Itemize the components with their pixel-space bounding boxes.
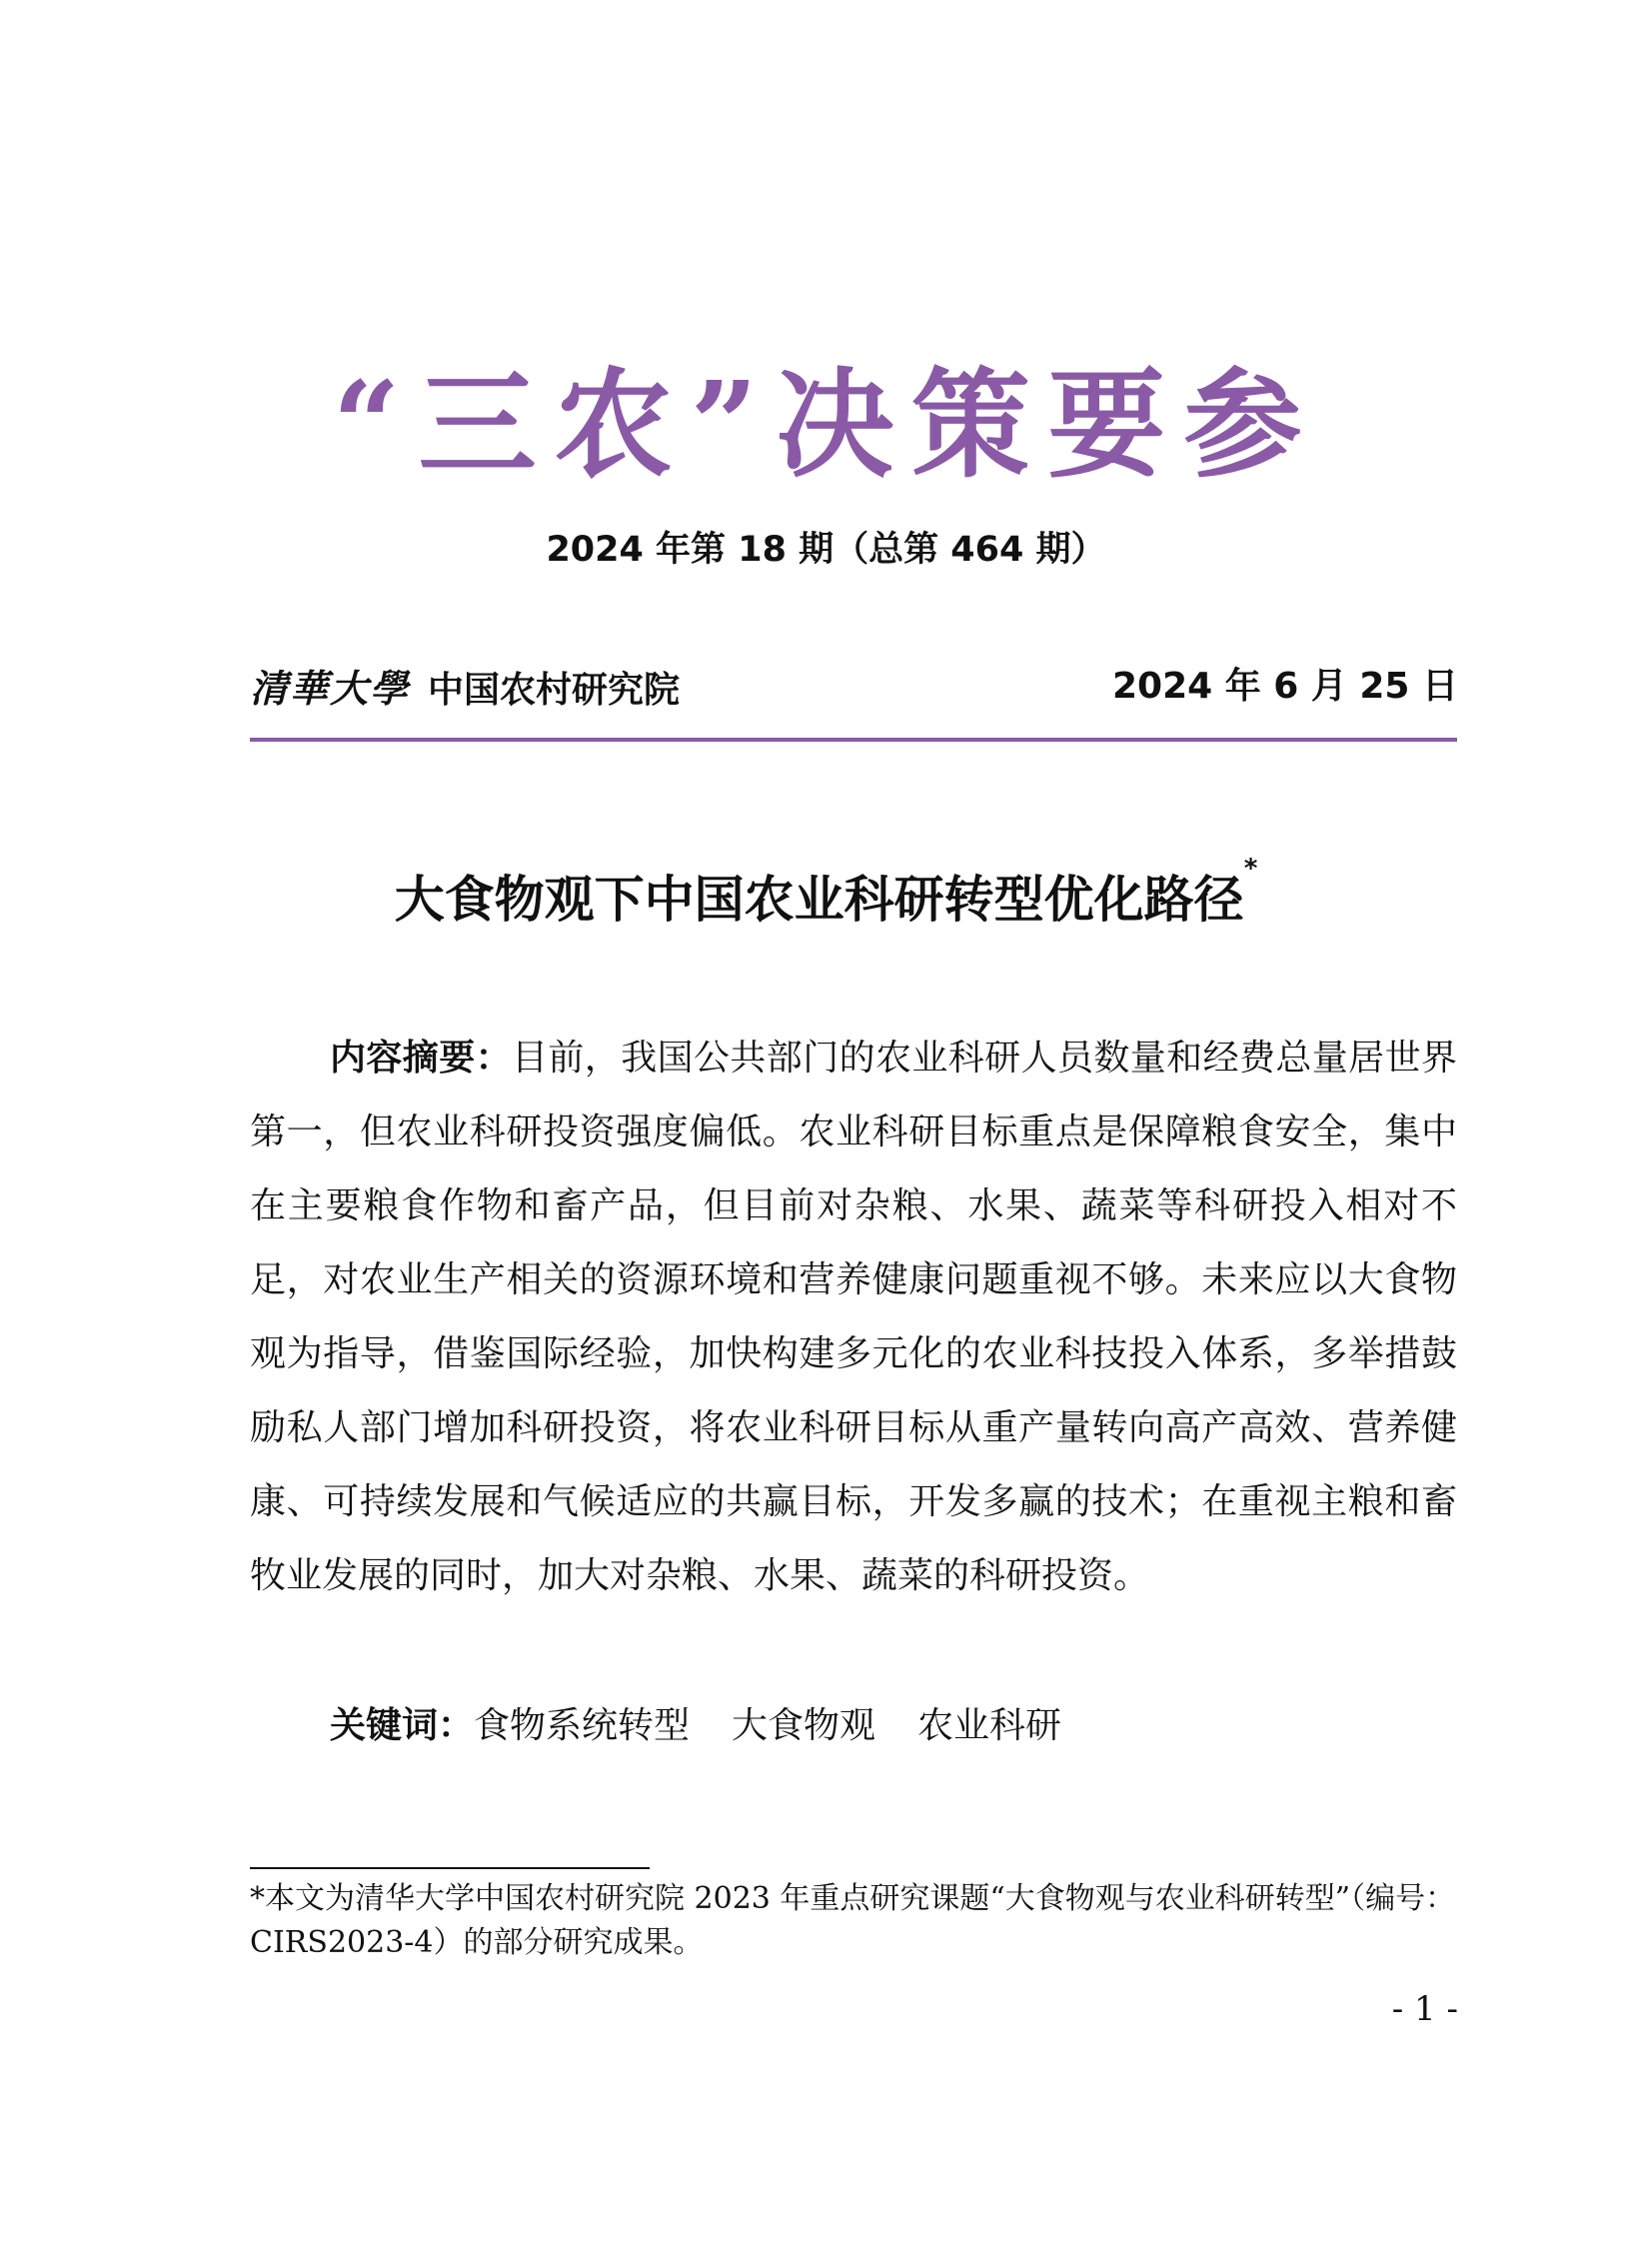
abstract-text: 目前，我国公共部门的农业科研人员数量和经费总量居世界第一，但农业科研投资强度偏低。农业科研目标重点是保障粮食安全，集中在主要粮食作物和畜产品，但目前对杂粮、水果、蔬菜等科研投入相对不足，对农业生产相关的资源环境和营养健康问题重视不够。未来应以大食物观为指导，借鉴国际经验，加快构建多元化的农业科技投入体系，多举措鼓励私人部门增加科研投资，将农业科研目标从重产量转向高产高效、营养健康、可持续发展和气候适应的共赢目标，开发多赢的技术；在重视主粮和畜牧业发展的同时，加大对杂粮、水果、蔬菜的科研投资。 [250,1038,1457,1596]
institution-name: 中国农村研究院 [428,670,681,711]
abstract [250,1022,1457,1613]
keywords [330,1689,1061,1763]
keyword-item: 大食物观 [732,1705,876,1746]
article-title-text: 大食物观下中国农业科研转型优化路径 [394,871,1244,929]
issue-number: 2024 年第 18 期（总第 464 期） [546,530,1106,570]
abstract-label: 内容摘要： [330,1038,512,1079]
footnote-divider [250,1867,650,1869]
institution-header [250,658,680,713]
keyword-item: 食物系统转型 [474,1705,691,1746]
publication-date: 2024 年 6 月 25 日 [1111,666,1458,707]
article-title [0,854,1652,932]
masthead-title: “三农”决策要参 [332,355,1320,494]
footnote: *本文为清华大学中国农村研究院 2023 年重点研究课题“大食物观与农业科研转型”（编号：CIRS2023-4）的部分研究成果。 [250,1881,1456,1960]
university-logo: 清華大學 [250,666,411,711]
keyword-item: 农业科研 [917,1705,1062,1746]
page-number: - 1 - [1391,1989,1458,2029]
keywords-label: 关键词： [330,1705,475,1746]
header-divider [250,738,1457,742]
footnote-marker: * [1243,854,1258,884]
